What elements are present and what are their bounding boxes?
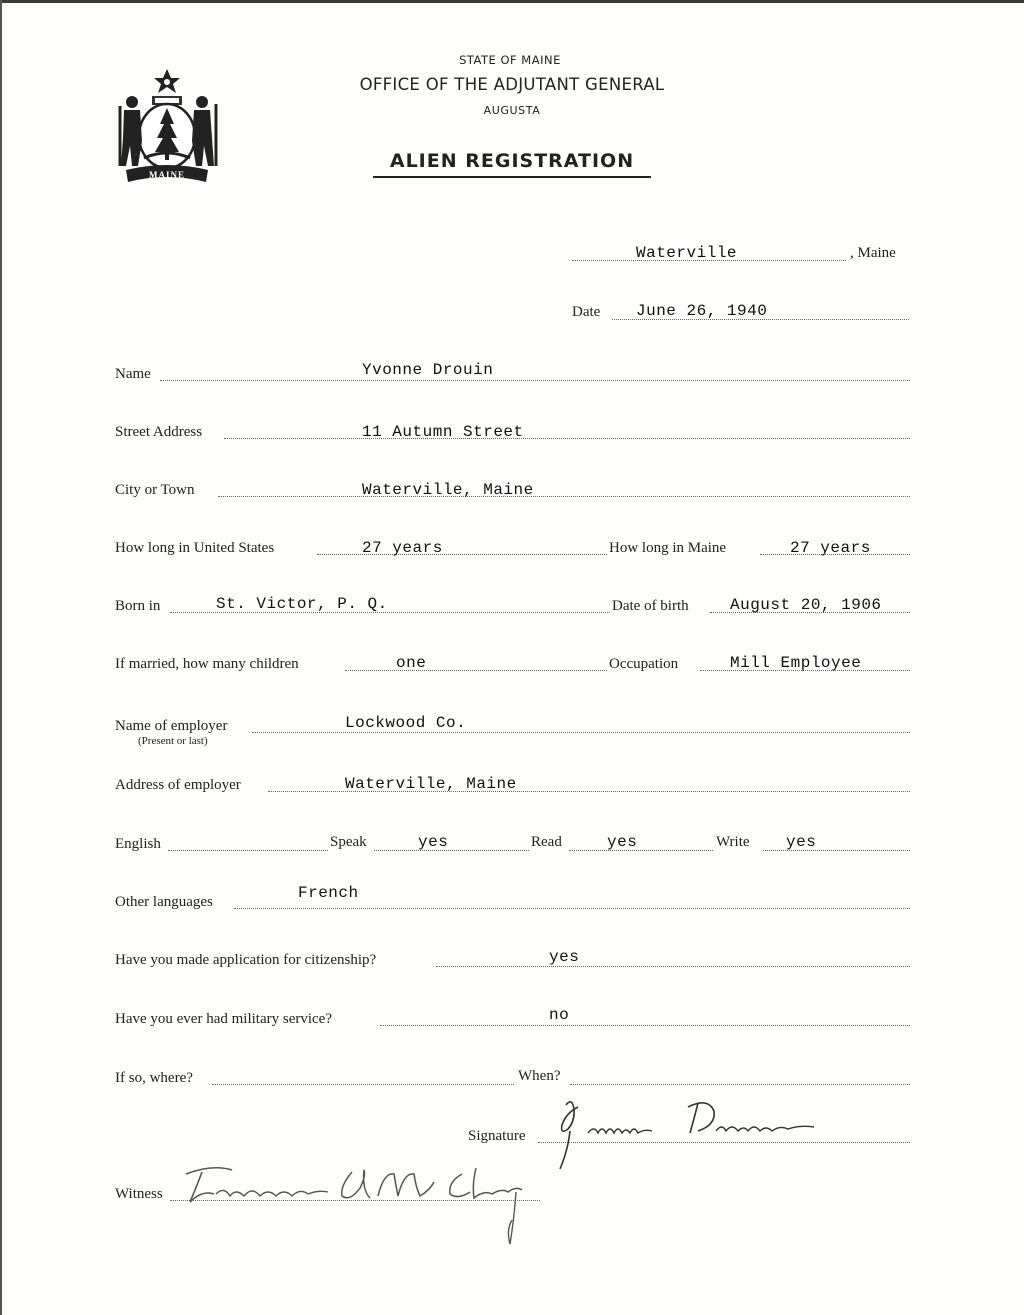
military-label: Have you ever had military service? [115, 1011, 332, 1027]
citizenship-label: Have you made application for citizenship? [115, 952, 377, 968]
english-line [168, 850, 328, 851]
us-time-line [317, 554, 607, 555]
citizenship-value: yes [549, 948, 580, 966]
dob-value: August 20, 1906 [730, 596, 882, 614]
other-languages-value: French [298, 884, 359, 902]
employer-address-label: Address of employer [115, 777, 241, 793]
other-languages-line [234, 908, 910, 909]
seal-banner-text: MAINE [149, 170, 185, 180]
signature-label: Signature [468, 1128, 526, 1144]
citizenship-line [436, 966, 910, 967]
street-value: 11 Autumn Street [362, 423, 524, 441]
read-line [569, 850, 713, 851]
maine-time-label: How long in Maine [609, 540, 727, 556]
children-value: one [396, 654, 427, 672]
street-label: Street Address [115, 424, 203, 440]
born-value: St. Victor, P. Q. [216, 595, 388, 613]
applicant-signature [548, 1095, 828, 1175]
speak-line [374, 850, 529, 851]
employer-sublabel: (Present or last) [138, 735, 208, 747]
when-line [570, 1084, 910, 1085]
read-value: yes [607, 833, 638, 851]
employer-label: Name of employer [115, 718, 228, 734]
city-heading: AUGUSTA [483, 104, 541, 117]
speak-value: yes [418, 833, 449, 851]
place-suffix: , Maine [850, 245, 896, 261]
place-value: Waterville [636, 244, 738, 262]
where-line [212, 1084, 514, 1085]
city-label: City or Town [115, 482, 195, 498]
street-line [224, 438, 910, 439]
name-line [160, 380, 910, 381]
maine-time-value: 27 years [790, 539, 871, 557]
date-label: Date [572, 304, 601, 320]
title-underline [373, 176, 651, 178]
write-label: Write [716, 834, 750, 850]
when-label: When? [518, 1068, 561, 1084]
witness-label: Witness [115, 1186, 163, 1202]
occupation-label: Occupation [609, 656, 679, 672]
born-label: Born in [115, 598, 161, 614]
us-time-label: How long in United States [115, 540, 275, 556]
children-line [345, 670, 607, 671]
read-label: Read [531, 834, 562, 850]
name-label: Name [115, 366, 151, 382]
write-value: yes [786, 833, 817, 851]
office-heading: OFFICE OF THE ADJUTANT GENERAL [359, 75, 665, 94]
speak-label: Speak [330, 834, 367, 850]
form-title: ALIEN REGISTRATION [389, 150, 635, 172]
dob-label: Date of birth [612, 598, 689, 614]
city-line [218, 496, 910, 497]
other-languages-label: Other languages [115, 894, 213, 910]
witness-signature [172, 1160, 552, 1252]
name-value: Yvonne Drouin [362, 361, 494, 379]
military-line [380, 1025, 910, 1026]
military-value: no [549, 1006, 570, 1024]
children-label: If married, how many children [115, 656, 299, 672]
occupation-value: Mill Employee [730, 654, 862, 672]
english-label: English [115, 836, 161, 852]
state-heading: STATE OF MAINE [459, 53, 561, 67]
city-value: Waterville, Maine [362, 481, 534, 499]
where-label: If so, where? [115, 1070, 193, 1086]
employer-value: Lockwood Co. [345, 714, 467, 732]
employer-address-value: Waterville, Maine [345, 775, 517, 793]
us-time-value: 27 years [362, 539, 443, 557]
date-value: June 26, 1940 [636, 302, 768, 320]
employer-line [252, 732, 910, 733]
